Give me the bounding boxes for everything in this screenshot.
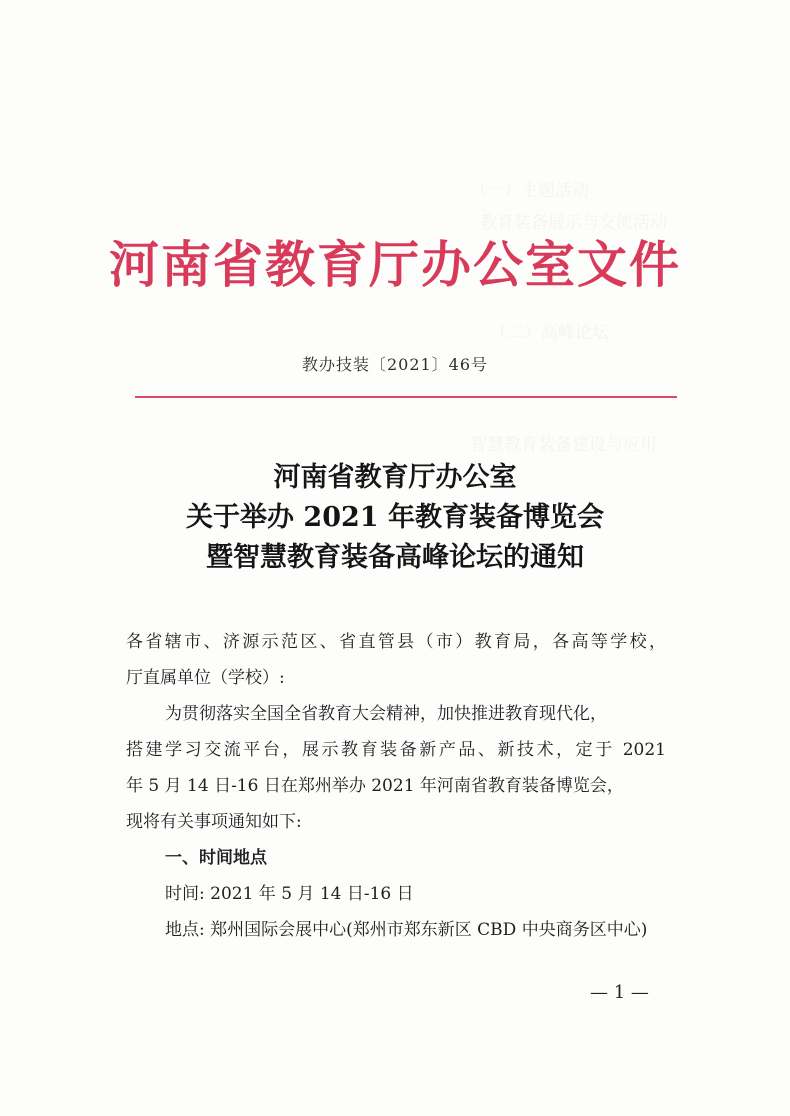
event-place: 地点: 郑州国际会展中心(郑州市郑东新区 CBD 中央商务区中心) [165,920,648,940]
paragraph-1-line-4: 现将有关事项通知如下: [126,812,302,832]
show-through-text: （二）高峰论坛 [490,323,609,343]
document-masthead: 河南省教育厅办公室文件 [109,235,681,294]
show-through-text: 智慧教育装备建设与应用 [470,435,657,455]
section-heading-time-place: 一、时间地点 [165,848,267,868]
paragraph-1-line-1: 为贯彻落实全国全省教育大会精神，加快推进教育现代化， [165,704,607,724]
notice-title [0,458,790,578]
title-line-2: 关于举办 2021 年教育装备博览会 [186,502,604,533]
paragraph-1-line-2: 搭建学习交流平台，展示教育装备新产品、新技术，定于 2021 [126,740,666,760]
page-number: — 1 — [590,982,649,1003]
event-time: 时间: 2021 年 5 月 14 日-16 日 [165,884,414,904]
notice-body [126,624,666,948]
show-through-text: （一）主题活动 [470,181,589,201]
red-divider-line [135,396,677,398]
document-number: 教办技装〔2021〕46号 [301,355,489,374]
salutation-line-1: 各省辖市、济源示范区、省直管县（市）教育局，各高等学校， [126,632,666,652]
show-through-text: 教育装备展示与交流活动 [480,213,667,233]
title-line-1: 河南省教育厅办公室 [273,462,517,493]
title-line-3: 暨智慧教育装备高峰论坛的通知 [206,542,584,573]
paragraph-1-line-3: 年 5 月 14 日-16 日在郑州举办 2021 年河南省教育装备博览会， [126,776,624,796]
salutation-line-2: 厅直属单位（学校）: [126,668,285,688]
